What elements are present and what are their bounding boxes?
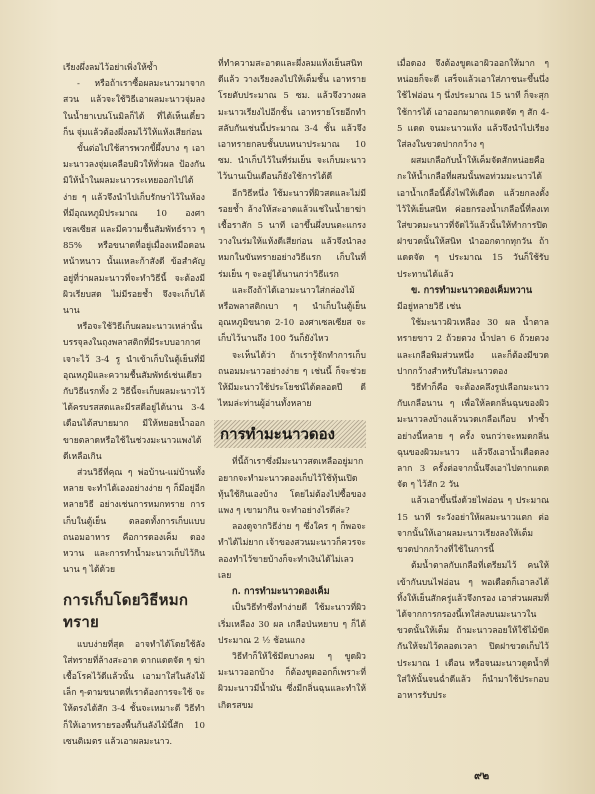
text-column-2	[218, 56, 366, 714]
paragraph: ที่ทำความสะอาดและผึ่งลมแห้งเย็นสนิทดีแล้ว วางเรียงลงไปให้เต็มชั้น เอาทรายโรยตับประมาณ 5 ซม. แล้วจึงวางผลมะนาวเรียงไปอีกชั้น เอาทรายโรยอีกทำสลับกันเช่นนี้ประมาณ 3-4 ชั้น แล้วจึงเอาทรายกลบชั้นบนหนาประมาณ 10 ซม. นำเก็บไว้ในที่ร่มเย็น จะเก็บมะนาวไว้นานเป็นเดือนก็ยังใช้การได้ดี	[218, 59, 366, 183]
paragraph: ผสมเกลือกับน้ำให้เค็มจัดสักหน่อยคือกะให้น้ำเกลือที่ผสมนั้นพอท่วมมะนาวได้ เอาน้ำเกลือนี้ตั้งไฟให้เดือด แล้วยกลงตั้งไว้ให้เย็นสนิท ค่อยกรองน้ำเกลือนี้ที่ลงเทใส่ขวดมะนาวที่จัดไว้แล้วนั้นให้ทำการปิดฝาขวดนั้นให้สนิท นำออกตากทุกวัน ถ้าแดดจัด ๆ ประมาณ 15 วันก็ใช้รับประทานได้แล้ว	[397, 156, 549, 280]
paragraph: เมื่อดอง จึงต้องขูดเอาผิวออกให้มาก ๆ หน่อยก็จะดี เสร็จแล้วเอาใส่ภาชนะขึ้นนึ่ง ใช้ไฟอ่อน ๆ นึ่งประมาณ 15 นาที ก็จะสุกใช้การได้ เอาออกมาตากแดดจัด ๆ สัก 4-5 แดด จนมะนาวแห้ง แล้วจึงนำไปเรียงใส่ลงในขวดปากกว้าง ๆ	[397, 59, 549, 151]
paragraph: ขั้นต่อไปใช้สารพวกขี้ผึ้งบาง ๆ เอามะนาวลงจุ่มเคลือบผิวให้ทั่วผล ป้องกันมิให้น้ำในผลมะนาวระเหยออกไปได้ง่าย ๆ แล้วจึงนำไปเก็บรักษาไว้ในห้องที่มีอุณหภูมิประมาณ 10 องศาเซลเซียส และมีความชื้นสัมพัทธ์ราว ๆ 85% หรือขนาดที่อยู่เมื่องเหมือดอนหน้าหนาว นั้นแหละก้าสังดี ข้อสำคัญอยู่ที่ว่าผลมะนาวที่จะทำวิธีนี้ จะต้องมีผิวเรียบสด ไม่มีรอยช้ำ จึงจะเก็บได้นาน	[63, 144, 205, 317]
section-heading-pickled-lime: การทำมะนาวดอง	[214, 420, 366, 448]
paragraph: และถึงถ้าได้เอามะนาวใส่กล่องไม้หรือพลาสติกเบา ๆ นำเก็บในตู้เย็น อุณหภูมิขนาด 2-10 องศาเซลเซียส จะเก็บไว้นานถึง 100 วันก็ยังไหว	[218, 285, 366, 345]
paragraph: วิธีทำก็ให้ใช้มีดบางคม ๆ ขูดผิวมะนาวออกบ้าง ก็ต้องขูดออกก็เพราะที่ผิวมะนาวมีน้ำมัน ซึ่งมีกลิ่นฉุนและทำให้เกิดรสขม	[218, 651, 366, 711]
paragraph: อีกวิธีหนึ่ง ใช้มะนาวที่ผิวสดและไม่มีรอยช้ำ ล้างให้สะอาดแล้วแช่ในน้ำยาฆ่าเชื้อราสัก 5 นาที เอาขึ้นผึ่งบนตะแกรง วางในร่มให้แห้งดีเสียก่อน แล้วจึงนำลงหมกในขันทรายอย่างวิธีแรก เก็บในที่ร่มเย็น ๆ จะอยู่ได้นานกว่าวิธีแรก	[218, 188, 366, 280]
text-column-1	[63, 60, 205, 750]
paragraph: ส่วนวิธีที่คุณ ๆ พ่อบ้าน-แม่บ้านทั้งหลาย จะทำได้เองอย่างง่าย ๆ ก็มีอยู่อีกหลายวิธี อย่างเช่นการหมกทราย การเก็บในตู้เย็น ตลอดทั้งการเก็บแบบถนอมอาหาร คือการดองเค็ม ดองหวาน และการทำน้ำมะนาวเก็บไว้กินนาน ๆ ได้ด้วย	[63, 468, 205, 576]
paragraph: เป็นวิธีทำซึ่งทำง่ายดี ใช้มะนาวที่ผิวเริ่มเหลือง 30 ผล เกลือป่นหยาบ ๆ ก็ได้ประมาณ 2 ½ ช้อนแกง	[218, 603, 366, 646]
paragraph: แล้วเอาขึ้นนึ่งด้วยไฟอ่อน ๆ ประมาณ 15 นาที ระวังอย่าให้ผลมะนาวแตก ต่อจากนั้นให้เอาผลมะนาวเรียงลงให้เต็มขวดปากกว้างที่ใช้ในการนี้	[397, 496, 549, 556]
paragraph: - หรือถ้าเราซื้อผลมะนาวมาจากสวน แล้วจะใช้วิธีเอาผลมะนาวจุ่มลงในน้ำยาเบนโนมิลก็ได้ ที่ได้เห็นเดี๋ยวก็น จุ่มแล้วต้องผึ่งลมไว้ให้แห้งเสียก่อน	[63, 79, 205, 138]
paragraph: จะเห็นได้ว่า ถ้าเรารู้จักทำการเก็บถนอมมะนาวอย่างง่าย ๆ เช่นนี้ ก็จะช่วยให้มีมะนาวใช้ประโยชน์ได้ตลอดปี ดีไหมล่ะท่านผู้อ่านทั้งหลาย	[218, 350, 366, 410]
paragraph: ลองดูจากวิธีง่าย ๆ ซึ่งใคร ๆ ก็พอจะทำได้ไม่ยาก เจ้าของสวนมะนาวก็ควรจะลองทำไว้ขายบ้างก็จะทำเงินได้ไม่เลวเลย	[218, 522, 367, 581]
paragraph: แบบง่ายที่สุด อาจทำได้โดยใช้ลังใส่ทรายที่ล้างสะอาด ตากแดดจัด ๆ ฆ่าเชื้อโรคไว้ดีแล้วนั้น เอามาใส่ในลังไม้เล็ก ๆ-ตามขนาดที่เราต้องการจะใช้ จะให้ตรงได้สัก 3-4 ชั้นจะเหมาะดี วิธีทำก็ให้เอาทรายรองพื้นก้นลังไม้นี้สัก 10 เซนติเมตร แล้วเอาผลมะนาว.	[63, 639, 205, 747]
subheading-sweet-salted-lime: ข. การทำมะนาวดองเค็มหวาน	[411, 284, 533, 296]
text-column-3	[397, 56, 549, 704]
paragraph: หรือจะใช้วิธีเก็บผลมะนาวเหล่านั้นบรรจุลงในถุงพลาสติกที่มีระบบอากาศเจาะไว้ 3-4 รู นำเข้าเก็บในตู้เย็นที่มีอุณหภูมิและความชื้นสัมพัทธ์เช่นเดียวกับวิธีแรกทั้ง 2 วิธีนี้จะเก็บผลมะนาวไว้ได้ครบรสสดและมีรสดีอยู่ได้นาน 3-4 เดือนได้สบายมาก มีให้หยอยน้ำออกขายตลาดหรือใช้ในช่วงมะนาวแพงได้ดีเหลือเกิน	[63, 322, 205, 462]
paragraph: มีอยู่หลายวิธี เช่น	[397, 302, 462, 313]
paragraph: เรียงผึ่งลมไว้อย่าเพิ่งให้ซ้ำ	[63, 63, 158, 73]
paragraph: ต้มน้ำตาลกับเกลือที่เตรียมไว้ คนให้เข้ากันบนไฟอ่อน ๆ พอเดือดก็เอาลงได้ ทิ้งให้เย็นสักครู่แล้วจึงกรอง เอาส่วนผสมที่ได้จากการกรองนี้เทใส่ลงบนมะนาวในขวดนั้นให้เต็ม ถ้ามะนาวลอยให้ใช้ไม้ขัดกันให้จมไว้ตลอดเวลา ปิดฝาขวดเก็บไว้ประมาณ 1 เดือน หรือจนมะนาวดูดน้ำที่ใส่ให้นั้นจนฉ่ำดีแล้ว ก็นำมาใช้ประกอบอาหารรับประ	[397, 561, 549, 701]
subheading-salted-lime: ก. การทำมะนาวดองเค็ม	[232, 586, 330, 598]
paragraph: ที่นี้ถ้าเราซึ่งมีมะนาวสดเหลืออยู่มาก อยากจะทำมะนาวดองเก็บไว้ใช้ทุ้นเปิดทุ้นใช้กินเองบ้าง โดยไม่ต้องไปซื้อของแพง ๆ เขามากิน จะทำอย่างไรดีล่ะ?	[218, 457, 366, 517]
page-number: ๙๒	[474, 769, 490, 782]
paragraph: วิธีทำก็คือ จะต้องคลึงรูปเลือกมะนาวกับเกลือนาน ๆ เพื่อให้ลดกลิ่นฉุนของผิวมะนาวลงบ้างแล้วนวดเกลือเกือบ ทำซ้ำอย่างนี้หลาย ๆ ครั้ง จนกว่าจะหมดกลิ่นฉุนของผิวมะนาว แล้วจึงเอาน้ำเดือดลงลาก 3 ครั้งต่อจากนั้นจึงเอาไปตากแดดจัด ๆ ไว้สัก 2 วัน	[397, 383, 549, 491]
paragraph: ใช้มะนาวผิวเหลือง 30 ผล น้ำตาลทรายขาว 2 ถ้วยตวง น้ำปลา 6 ถ้วยตวง และเกลือพิมส่วนหนึ่ง และก็ต้องมีขวดปากกว้างสำหรับใส่มะนาวดอง	[397, 318, 549, 377]
section-heading-sand-storage: การเก็บโดยวิธีหมกทราย	[63, 590, 189, 631]
